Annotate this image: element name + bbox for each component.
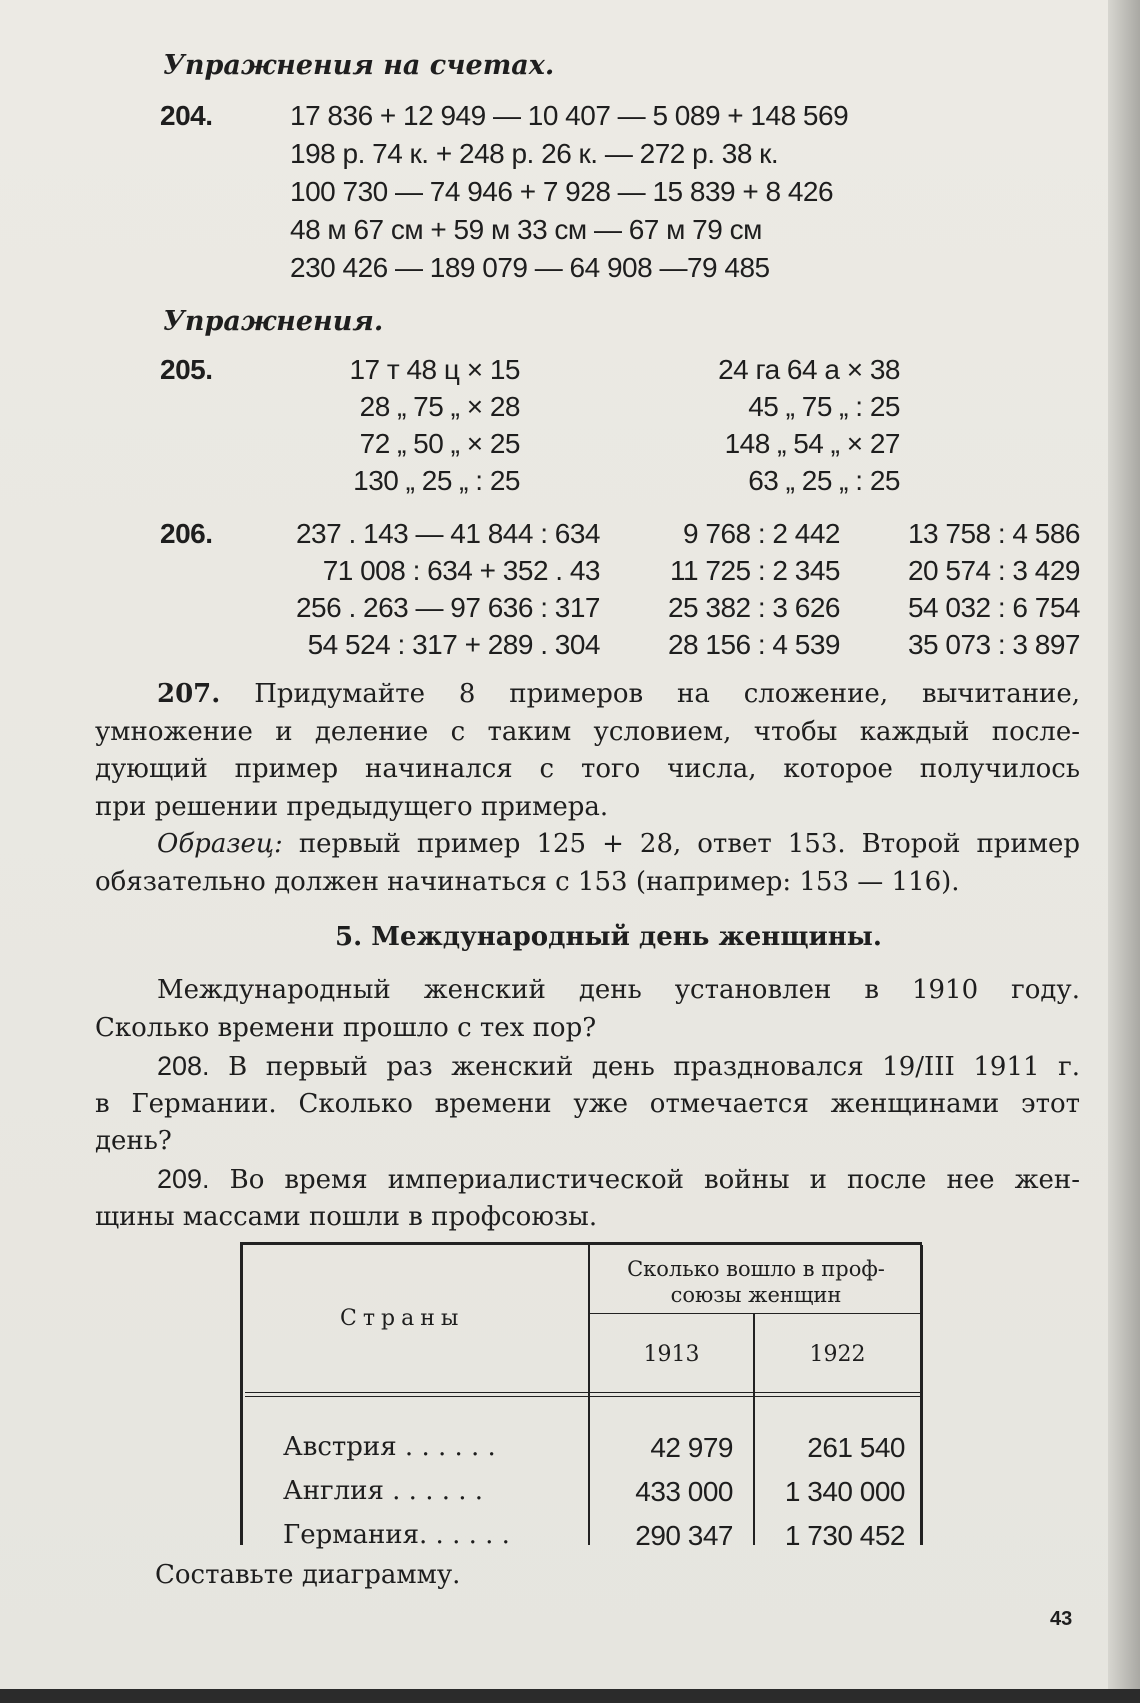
table-row-country: Австрия . . . . . . (283, 1432, 496, 1462)
table-left-rule (240, 1245, 243, 1545)
exercise-209-number: 209. (157, 1164, 210, 1194)
exercise-205-right-3: 148 „ 54 „ × 27 (724, 428, 900, 459)
section-5-intro (95, 972, 1080, 1047)
exercise-208-number: 208. (157, 1051, 210, 1081)
page-bottom-edge (0, 1689, 1140, 1703)
exercise-209-text (95, 1161, 1080, 1236)
exercise-206-col1-4: 54 524 : 317 + 289 . 304 (307, 629, 600, 660)
section-5-intro-line-2: Сколько времени прошло с тех пор? (95, 1012, 597, 1043)
exercise-205-right-2: 45 „ 75 „ : 25 (748, 391, 900, 422)
table-row-country: Германия. . . . . . (283, 1520, 510, 1550)
exercise-205-left-4: 130 „ 25 „ : 25 (353, 465, 520, 496)
section-5-intro-line-1: Международный женский день установлен в 1910 году. (157, 975, 1080, 1005)
exercise-207-sample-line-1: Образец: первый пример 125 + 28, ответ 153. Второй пример (157, 829, 1080, 859)
exercise-208-line-3: день? (95, 1126, 172, 1156)
exercise-204-line-4: 48 м 67 см + 59 м 33 см — 67 м 79 см (290, 214, 762, 245)
table-row-value-1913: 433 000 (635, 1476, 733, 1507)
table-header-year-1913: 1913 (643, 1342, 700, 1367)
table-header-rule-a (245, 1392, 922, 1393)
table-header-year-1922: 1922 (809, 1342, 866, 1367)
table-header-group-line-2: союзы женщин (670, 1283, 842, 1307)
table-row-value-1922: 1 730 452 (784, 1520, 905, 1551)
page-edge-shadow (1108, 0, 1140, 1703)
exercise-204-number: 204. (160, 100, 213, 131)
table-right-rule (920, 1245, 923, 1545)
exercise-206-col2-3: 25 382 : 3 626 (667, 592, 840, 623)
exercise-207-line-1: 207. Придумайте 8 примеров на сложение, вычитание, (157, 679, 1080, 709)
exercise-206-col3-3: 54 032 : 6 754 (907, 592, 1080, 623)
exercise-205-right-4: 63 „ 25 „ : 25 (748, 465, 900, 496)
exercise-205-left-2: 28 „ 75 „ × 28 (359, 391, 520, 422)
table-header-group-line-1: Сколько вошло в проф- (627, 1257, 885, 1281)
table-row-country: Англия . . . . . . (283, 1476, 484, 1506)
exercise-207-line-2: умножение и деление с таким условием, чтобы каждый после- (95, 716, 1080, 747)
closing-instruction: Составьте диаграмму. (155, 1560, 461, 1590)
exercise-205-left-1: 17 т 48 ц × 15 (349, 354, 520, 385)
exercise-209-line-1: 209. Во время империалистической войны и после нее жен- (157, 1164, 1080, 1195)
table-group-rule (590, 1313, 922, 1314)
table-row-value-1913: 42 979 (650, 1432, 733, 1463)
exercise-205-number: 205. (160, 354, 213, 385)
exercise-206-col1-2: 71 008 : 634 + 352 . 43 (322, 555, 600, 586)
exercise-209-line-2: щины массами пошли в профсоюзы. (95, 1201, 598, 1232)
exercise-207-sample-line-2: обязательно должен начинаться с 153 (например: 153 — 116). (95, 866, 960, 897)
page-number: 43 (1050, 1608, 1073, 1630)
exercise-208-text (95, 1048, 1080, 1161)
exercise-204-line-3: 100 730 — 74 946 + 7 928 — 15 839 + 8 426 (290, 176, 834, 207)
exercise-204-line-5: 230 426 — 189 079 — 64 908 —79 485 (290, 252, 770, 283)
table-row-value-1913: 290 347 (635, 1520, 733, 1551)
section-title-abacus: Упражнения на счетах. (163, 50, 555, 81)
table-row-value-1922: 261 540 (807, 1432, 905, 1463)
section-title-exercises: Упражнения. (163, 306, 384, 337)
exercise-206-col3-2: 20 574 : 3 429 (907, 555, 1080, 586)
exercise-208-line-2: в Германии. Сколько времени уже отмечается женщинами этот (95, 1088, 1080, 1119)
exercise-206-col2-1: 9 768 : 2 442 (683, 518, 840, 549)
exercise-206-col3-4: 35 073 : 3 897 (907, 629, 1080, 660)
exercise-207-text (95, 676, 1080, 901)
table-header-rule-b (245, 1396, 922, 1397)
exercise-204-line-2: 198 р. 74 к. + 248 р. 26 к. — 272 р. 38 к. (290, 138, 779, 169)
exercise-205-left-3: 72 „ 50 „ × 25 (359, 428, 520, 459)
table-row-value-1922: 1 340 000 (784, 1476, 905, 1507)
exercise-206-col1-1: 237 . 143 — 41 844 : 634 (295, 518, 600, 549)
exercise-206-col3-1: 13 758 : 4 586 (907, 518, 1080, 549)
exercise-204-line-1: 17 836 + 12 949 — 10 407 — 5 089 + 148 569 (290, 100, 849, 131)
exercise-207-number: 207. (157, 679, 221, 709)
section-5-title: 5. Международный день женщины. (335, 922, 882, 952)
exercise-207-line-4: при решении предыдущего примера. (95, 791, 609, 822)
exercise-206-col2-2: 11 725 : 2 345 (670, 555, 840, 586)
exercise-206-number: 206. (160, 518, 213, 549)
sample-label: Образец: (157, 829, 283, 859)
table-top-rule (240, 1242, 922, 1245)
exercise-206-col1-3: 256 . 263 — 97 636 : 317 (295, 592, 600, 623)
exercise-206-col2-4: 28 156 : 4 539 (667, 629, 840, 660)
exercise-205-right-1: 24 га 64 а × 38 (718, 354, 900, 385)
exercise-208-line-1: 208. В первый раз женский день праздновался 19/III 1911 г. (157, 1051, 1080, 1082)
table-header-country: Страны (340, 1306, 465, 1331)
exercise-207-line-3: дующий пример начинался с того числа, которое получилось (95, 754, 1080, 784)
